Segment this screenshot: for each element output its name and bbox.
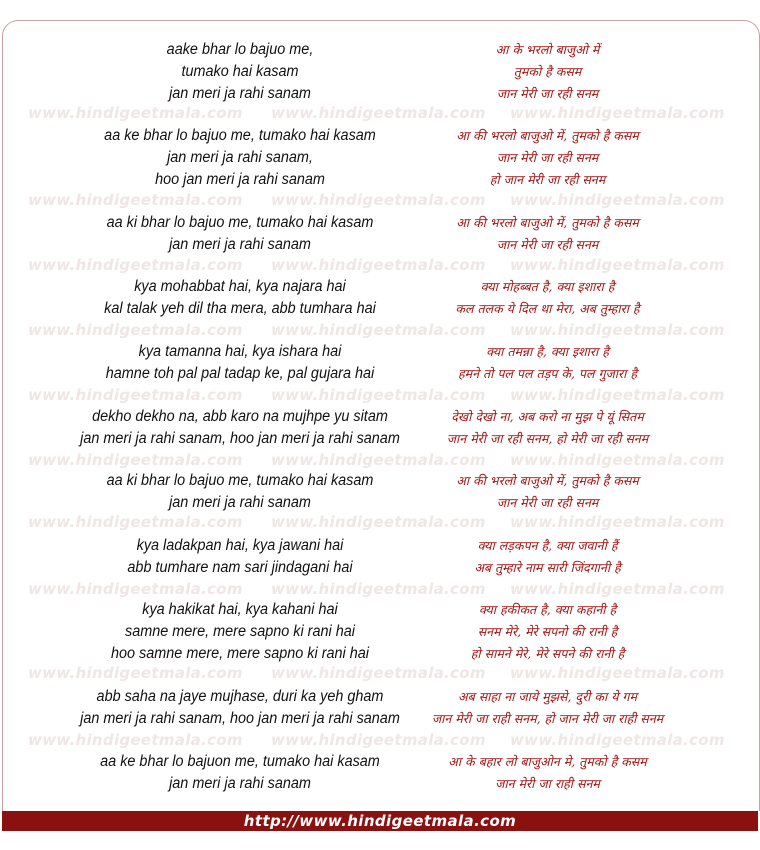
watermark-text: www.hindigeetmala.com (271, 386, 486, 404)
watermark-text: www.hindigeetmala.com (510, 104, 725, 122)
lyric-hindi: जान मेरी जा रही सनम (496, 150, 599, 165)
lyric-line (0, 621, 760, 643)
watermark-row (0, 386, 760, 408)
lyric-line (0, 535, 760, 557)
lyric-hindi: सनम मेरे, मेरे सपनो की रानी है (477, 624, 618, 639)
watermark-text: www.hindigeetmala.com (28, 664, 243, 682)
watermark-text: www.hindigeetmala.com (271, 580, 486, 598)
lyric-english: kya mohabbat hai, kya najara hai (134, 278, 346, 295)
lyric-english: tumako hai kasam (181, 63, 299, 80)
watermark-row (0, 191, 760, 213)
watermark-row (0, 664, 760, 686)
lyric-line (0, 773, 760, 795)
lyric-english: samne mere, mere sapno ki rani hai (125, 623, 355, 640)
watermark-text: www.hindigeetmala.com (28, 256, 243, 274)
watermark-row (0, 104, 760, 126)
lyric-hindi: आ की भरलो बाजुओ में, तुमको है कसम (456, 473, 639, 488)
lyric-hindi: हमने तो पल पल तड़प के, पल गुजारा है (458, 366, 637, 381)
watermark-text: www.hindigeetmala.com (271, 451, 486, 469)
lyric-english: jan meri ja rahi sanam (169, 775, 311, 792)
watermark-text: www.hindigeetmala.com (28, 731, 243, 749)
watermark-text: www.hindigeetmala.com (28, 321, 243, 339)
lyric-english: jan meri ja rahi sanam (169, 85, 311, 102)
lyric-line (0, 169, 760, 191)
lyric-line (0, 39, 760, 61)
lyric-line (0, 470, 760, 492)
lyric-line (0, 406, 760, 428)
lyric-line (0, 363, 760, 385)
lyric-hindi: आ के बहार लो बाजुओन मे, तुमको है कसम (448, 754, 647, 769)
lyric-english: kya ladakpan hai, kya jawani hai (136, 537, 344, 554)
lyric-english: aa ki bhar lo bajuo me, tumako hai kasam (106, 214, 374, 231)
lyric-hindi: तुमको है कसम (513, 64, 582, 79)
lyric-english: hoo jan meri ja rahi sanam (155, 171, 325, 188)
lyric-line (0, 125, 760, 147)
watermark-text: www.hindigeetmala.com (510, 386, 725, 404)
lyric-line (0, 428, 760, 450)
lyric-hindi: जान मेरी जा रही सनम (496, 86, 599, 101)
watermark-text: www.hindigeetmala.com (28, 580, 243, 598)
lyric-hindi: अब तुम्हारे नाम सारी जिंदगानी है (474, 560, 621, 575)
lyric-hindi: आ के भरलो बाजुओ में (495, 42, 600, 57)
lyric-hindi: अब साहा ना जाये मुझसे, दुरी का ये गम (458, 689, 637, 704)
lyric-english: aa ki bhar lo bajuo me, tumako hai kasam (106, 472, 374, 489)
lyric-hindi: क्या हकीकत है, क्या कहानी है (478, 602, 617, 617)
watermark-text: www.hindigeetmala.com (510, 731, 725, 749)
lyric-line (0, 708, 760, 730)
lyric-english: kya hakikat hai, kya kahani hai (142, 601, 338, 618)
lyric-english: aa ke bhar lo bajuo me, tumako hai kasam (104, 127, 376, 144)
lyric-english: aa ke bhar lo bajuon me, tumako hai kasam (100, 753, 380, 770)
watermark-text: www.hindigeetmala.com (510, 321, 725, 339)
lyric-hindi: क्या तमन्ना है, क्या इशारा है (486, 344, 609, 359)
watermark-row (0, 513, 760, 535)
lyric-line (0, 557, 760, 579)
watermark-row (0, 321, 760, 343)
watermark-text: www.hindigeetmala.com (510, 580, 725, 598)
lyric-line (0, 83, 760, 105)
lyric-english: jan meri ja rahi sanam, (167, 149, 313, 166)
lyric-hindi: जान मेरी जा रही सनम, हो मेरी जा रही सनम (446, 431, 649, 446)
lyric-english: aake bhar lo bajuo me, (166, 41, 314, 58)
watermark-text: www.hindigeetmala.com (271, 191, 486, 209)
watermark-text: www.hindigeetmala.com (510, 513, 725, 531)
watermark-text: www.hindigeetmala.com (28, 451, 243, 469)
watermark-text: www.hindigeetmala.com (271, 664, 486, 682)
footer-url-link[interactable]: http://www.hindigeetmala.com (243, 812, 517, 830)
lyric-line (0, 61, 760, 83)
lyric-english: abb tumhare nam sari jindagani hai (127, 559, 353, 576)
lyric-hindi: जान मेरी जा राही सनम, हो जान मेरी जा राही सनम (431, 711, 664, 726)
lyric-line (0, 298, 760, 320)
lyric-hindi: क्या मोहब्बत है, क्या इशारा है (480, 279, 615, 294)
watermark-text: www.hindigeetmala.com (271, 104, 486, 122)
lyric-hindi: हो जान मेरी जा रही सनम (489, 172, 606, 187)
watermark-text: www.hindigeetmala.com (271, 321, 486, 339)
watermark-text: www.hindigeetmala.com (271, 731, 486, 749)
watermark-text: www.hindigeetmala.com (510, 191, 725, 209)
lyric-hindi: देखो देखो ना, अब करो ना मुझ पे यूं सितम (451, 409, 644, 424)
lyric-hindi: आ की भरलो बाजुओ में, तुमको है कसम (456, 215, 639, 230)
watermark-row (0, 256, 760, 278)
lyric-hindi: आ की भरलो बाजुओ में, तुमको है कसम (456, 128, 639, 143)
lyric-line (0, 341, 760, 363)
lyric-hindi: कल तलक ये दिल था मेरा, अब तुम्हारा है (455, 301, 640, 316)
footer-bar[interactable] (2, 811, 758, 831)
lyric-hindi: जान मेरी जा रही सनम (496, 237, 599, 252)
lyric-english: dekho dekho na, abb karo na mujhpe yu sitam (92, 408, 388, 425)
watermark-text: www.hindigeetmala.com (28, 513, 243, 531)
watermark-text: www.hindigeetmala.com (510, 664, 725, 682)
lyric-line (0, 212, 760, 234)
lyric-english: kal talak yeh dil tha mera, abb tumhara hai (104, 300, 376, 317)
watermark-text: www.hindigeetmala.com (510, 256, 725, 274)
lyric-english: jan meri ja rahi sanam, hoo jan meri ja rahi sanam (80, 710, 400, 727)
lyric-line (0, 686, 760, 708)
lyric-line (0, 599, 760, 621)
lyric-hindi: जान मेरी जा राही सनम (495, 776, 600, 791)
lyric-line (0, 751, 760, 773)
lyric-line (0, 643, 760, 665)
watermark-text: www.hindigeetmala.com (271, 256, 486, 274)
lyric-english: jan meri ja rahi sanam, hoo jan meri ja rahi sanam (80, 430, 400, 447)
lyric-english: jan meri ja rahi sanam (169, 236, 311, 253)
watermark-row (0, 731, 760, 753)
lyric-line (0, 492, 760, 514)
lyric-english: kya tamanna hai, kya ishara hai (138, 343, 342, 360)
lyric-english: hoo samne mere, mere sapno ki rani hai (110, 645, 369, 662)
lyric-english: hamne toh pal pal tadap ke, pal gujara hai (105, 365, 375, 382)
lyric-line (0, 234, 760, 256)
lyric-english: abb saha na jaye mujhase, duri ka yeh gham (96, 688, 384, 705)
lyric-english: jan meri ja rahi sanam (169, 494, 311, 511)
lyric-hindi: हो सामने मेरे, मेरे सपने की रानी है (470, 646, 625, 661)
watermark-text: www.hindigeetmala.com (28, 104, 243, 122)
lyric-line (0, 276, 760, 298)
lyric-line (0, 147, 760, 169)
lyric-hindi: जान मेरी जा रही सनम (496, 495, 599, 510)
watermark-text: www.hindigeetmala.com (510, 451, 725, 469)
watermark-text: www.hindigeetmala.com (271, 513, 486, 531)
watermark-text: www.hindigeetmala.com (28, 191, 243, 209)
watermark-text: www.hindigeetmala.com (28, 386, 243, 404)
lyric-hindi: क्या लड़कपन है, क्या जवानी हैं (477, 538, 618, 553)
